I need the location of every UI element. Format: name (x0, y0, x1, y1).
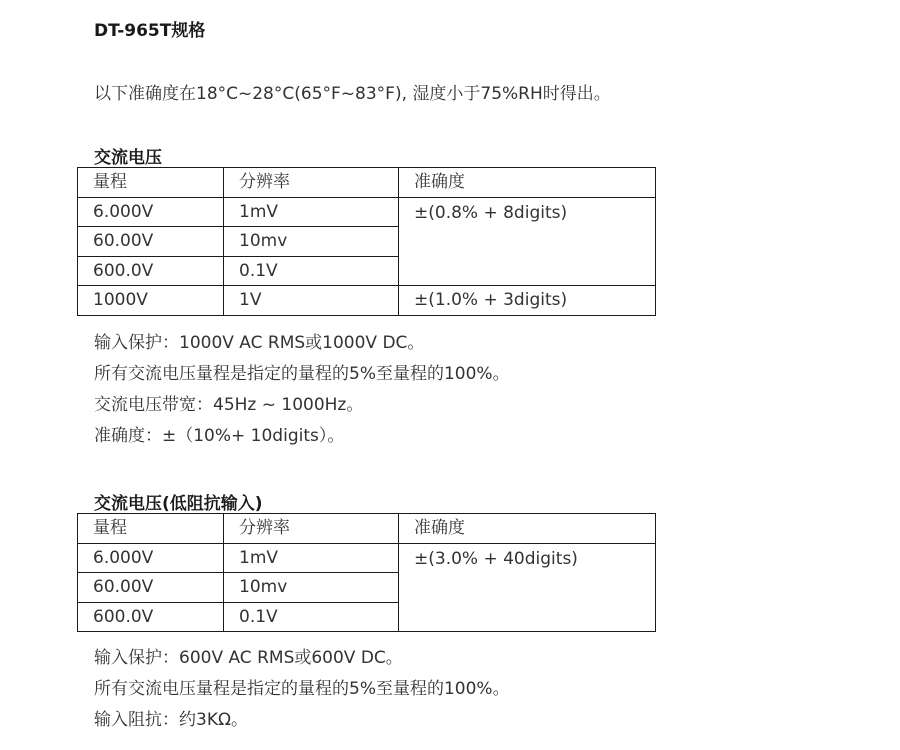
header-range: 量程 (78, 168, 224, 198)
range-cell: 60.00V (78, 227, 224, 257)
range-cell: 1000V (78, 286, 224, 316)
range-cell: 600.0V (78, 256, 224, 286)
range-cell: 600.0V (78, 602, 224, 632)
resolution-cell: 1V (224, 286, 399, 316)
header-range: 量程 (78, 514, 224, 544)
table-row (78, 543, 656, 573)
note-line: 输入保护：600V AC RMS或600V DC。 (94, 648, 403, 668)
section-title: 交流电压 (94, 148, 162, 168)
note-line: 所有交流电压量程是指定的量程的5%至量程的100%。 (94, 364, 510, 384)
section-title: 交流电压(低阻抗输入) (94, 494, 263, 514)
accuracy-cell: ±(1.0% + 3digits) (399, 286, 656, 316)
header-resolution: 分辨率 (224, 168, 399, 198)
resolution-cell: 0.1V (224, 256, 399, 286)
header-resolution: 分辨率 (224, 514, 399, 544)
note-line: 输入保护：1000V AC RMS或1000V DC。 (94, 333, 425, 353)
range-cell: 6.000V (78, 543, 224, 573)
resolution-cell: 10mv (224, 227, 399, 257)
note-line: 输入阻抗：约3KΩ。 (94, 710, 248, 730)
spec-table (77, 167, 656, 316)
page-title: DT-965T规格 (94, 21, 206, 41)
table-header-row (78, 514, 656, 544)
note-line: 交流电压带宽：45Hz ~ 1000Hz。 (94, 395, 364, 415)
accuracy-cell: ±(3.0% + 40digits) (399, 543, 656, 632)
resolution-cell: 1mV (224, 197, 399, 227)
resolution-cell: 10mv (224, 573, 399, 603)
note-line: 所有交流电压量程是指定的量程的5%至量程的100%。 (94, 679, 510, 699)
spec-table (77, 513, 656, 632)
note-line: 准确度：±（10%+ 10digits）。 (94, 426, 345, 446)
notes-list (94, 328, 510, 452)
accuracy-cell: ±(0.8% + 8digits) (399, 197, 656, 286)
resolution-cell: 1mV (224, 543, 399, 573)
range-cell: 60.00V (78, 573, 224, 603)
header-accuracy: 准确度 (399, 514, 656, 544)
intro-text: 以下准确度在18°C~28°C(65°F~83°F), 湿度小于75%RH时得出。 (94, 84, 611, 104)
table-row (78, 286, 656, 316)
resolution-cell: 0.1V (224, 602, 399, 632)
notes-list (94, 643, 510, 736)
range-cell: 6.000V (78, 197, 224, 227)
table-header-row (78, 168, 656, 198)
table-row (78, 197, 656, 227)
header-accuracy: 准确度 (399, 168, 656, 198)
